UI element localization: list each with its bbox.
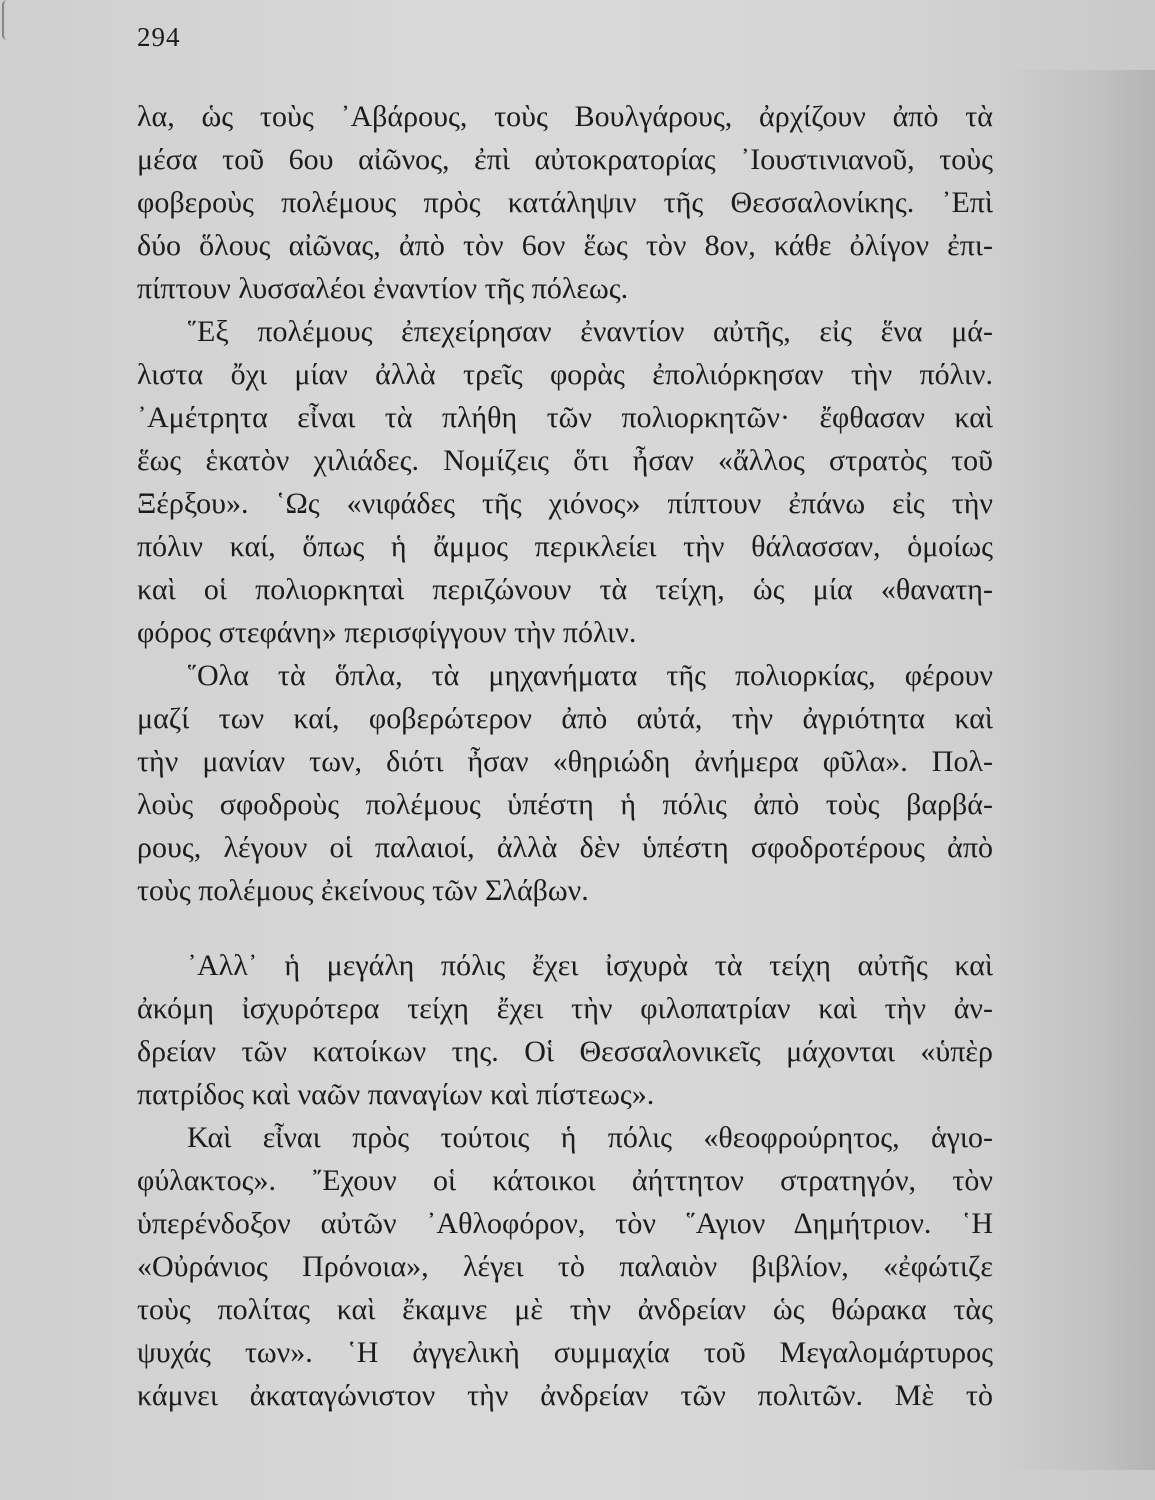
text-line: φοβεροὺς πολέμους πρὸς κατάληψιν τῆς Θεσσαλονίκης. ᾿Επὶ: [137, 186, 993, 219]
text-line: μαζί των καί, φοβερώτερον ἀπὸ αὐτά, τὴν ἀγριότητα καὶ: [137, 702, 993, 735]
page-number: 294: [137, 22, 181, 52]
body-text: [137, 95, 993, 1417]
text-line: λιστα ὄχι μίαν ἀλλὰ τρεῖς φορὰς ἐπολιόρκησαν τὴν πόλιν.: [137, 358, 993, 391]
text-line: τὴν μανίαν των, διότι ἦσαν «θηριώδη ἀνήμερα φῦλα». Πολ-: [137, 745, 993, 778]
text-line: καὶ οἱ πολιορκηταὶ περιζώνουν τὰ τείχη, ὡς μία «θανατη-: [137, 573, 993, 606]
page-edge-mark: [2, 0, 12, 40]
text-line: πόλιν καί, ὅπως ἡ ἄμμος περικλείει τὴν θάλασσαν, ὁμοίως: [137, 530, 993, 563]
text-line: Ξέρξου». ῾Ως «νιφάδες τῆς χιόνος» πίπτουν ἐπάνω εἰς τὴν: [137, 487, 993, 520]
text-line: ρους, λέγουν οἱ παλαιοί, ἀλλὰ δὲν ὑπέστη σφοδροτέρους ἀπὸ: [137, 831, 993, 864]
text-line: ᾿Αμέτρητα εἶναι τὰ πλήθη τῶν πολιορκητῶν· ἔφθασαν καὶ: [137, 401, 993, 434]
text-line: πίπτουν λυσσαλέοι ἐναντίον τῆς πόλεως.: [137, 272, 629, 305]
text-line: «Οὐράνιος Πρόνοια», λέγει τὸ παλαιὸν βιβλίον, «ἐφώτιζε: [137, 1250, 993, 1283]
text-line: ῞Ολα τὰ ὅπλα, τὰ μηχανήματα τῆς πολιορκίας, φέρουν: [187, 659, 993, 692]
text-line: λοὺς σφοδροὺς πολέμους ὑπέστη ἡ πόλις ἀπὸ τοὺς βαρβά-: [137, 788, 993, 821]
text-line: δύο ὅλους αἰῶνας, ἀπὸ τὸν 6ον ἕως τὸν 8ον, κάθε ὀλίγον ἐπι-: [137, 229, 993, 262]
paragraph-gap: [137, 912, 993, 944]
text-line: λα, ὡς τοὺς ᾿Αβάρους, τοὺς Βουλγάρους, ἀρχίζουν ἀπὸ τὰ: [137, 100, 993, 133]
text-line: ῞Εξ πολέμους ἐπεχείρησαν ἐναντίον αὐτῆς, εἰς ἕνα μά-: [187, 315, 993, 348]
text-line: μέσα τοῦ 6ου αἰῶνος, ἐπὶ αὐτοκρατορίας ᾿Ιουστινιανοῦ, τοὺς: [137, 143, 993, 176]
text-line: ἀκόμη ἰσχυρότερα τείχη ἔχει τὴν φιλοπατρίαν καὶ τὴν ἀν-: [137, 992, 993, 1025]
text-line: φόρος στεφάνη» περισφίγγουν τὴν πόλιν.: [137, 616, 637, 649]
show-through-shadow: [995, 70, 1155, 1470]
text-line: πατρίδος καὶ ναῶν παναγίων καὶ πίστεως».: [137, 1078, 655, 1111]
text-line: φύλακτος». ῎Εχουν οἱ κάτοικοι ἀήττητον στρατηγόν, τὸν: [137, 1164, 993, 1197]
text-line: τοὺς πολίτας καὶ ἔκαμνε μὲ τὴν ἀνδρείαν ὡς θώρακα τὰς: [137, 1293, 993, 1326]
text-line: ψυχάς των». ῾Η ἀγγελικὴ συμμαχία τοῦ Μεγαλομάρτυρος: [137, 1336, 993, 1369]
text-line: δρείαν τῶν κατοίκων της. Οἱ Θεσσαλονικεῖς μάχονται «ὑπὲρ: [137, 1035, 993, 1068]
text-line: ὑπερένδοξον αὐτῶν ᾿Αθλοφόρον, τὸν ῞Αγιον Δημήτριον. ῾Η: [137, 1207, 993, 1240]
text-line: ἕως ἑκατὸν χιλιάδες. Νομίζεις ὅτι ἦσαν «ἄλλος στρατὸς τοῦ: [137, 444, 993, 477]
text-line: τοὺς πολέμους ἐκείνους τῶν Σλάβων.: [137, 874, 589, 907]
text-line: Καὶ εἶναι πρὸς τούτοις ἡ πόλις «θεοφρούρητος, ἁγιο-: [187, 1121, 993, 1154]
text-line: κάμνει ἀκαταγώνιστον τὴν ἀνδρείαν τῶν πολιτῶν. Μὲ τὸ: [137, 1379, 993, 1412]
text-line: ᾿Αλλ᾿ ἡ μεγάλη πόλις ἔχει ἰσχυρὰ τὰ τείχη αὐτῆς καὶ: [187, 949, 993, 982]
